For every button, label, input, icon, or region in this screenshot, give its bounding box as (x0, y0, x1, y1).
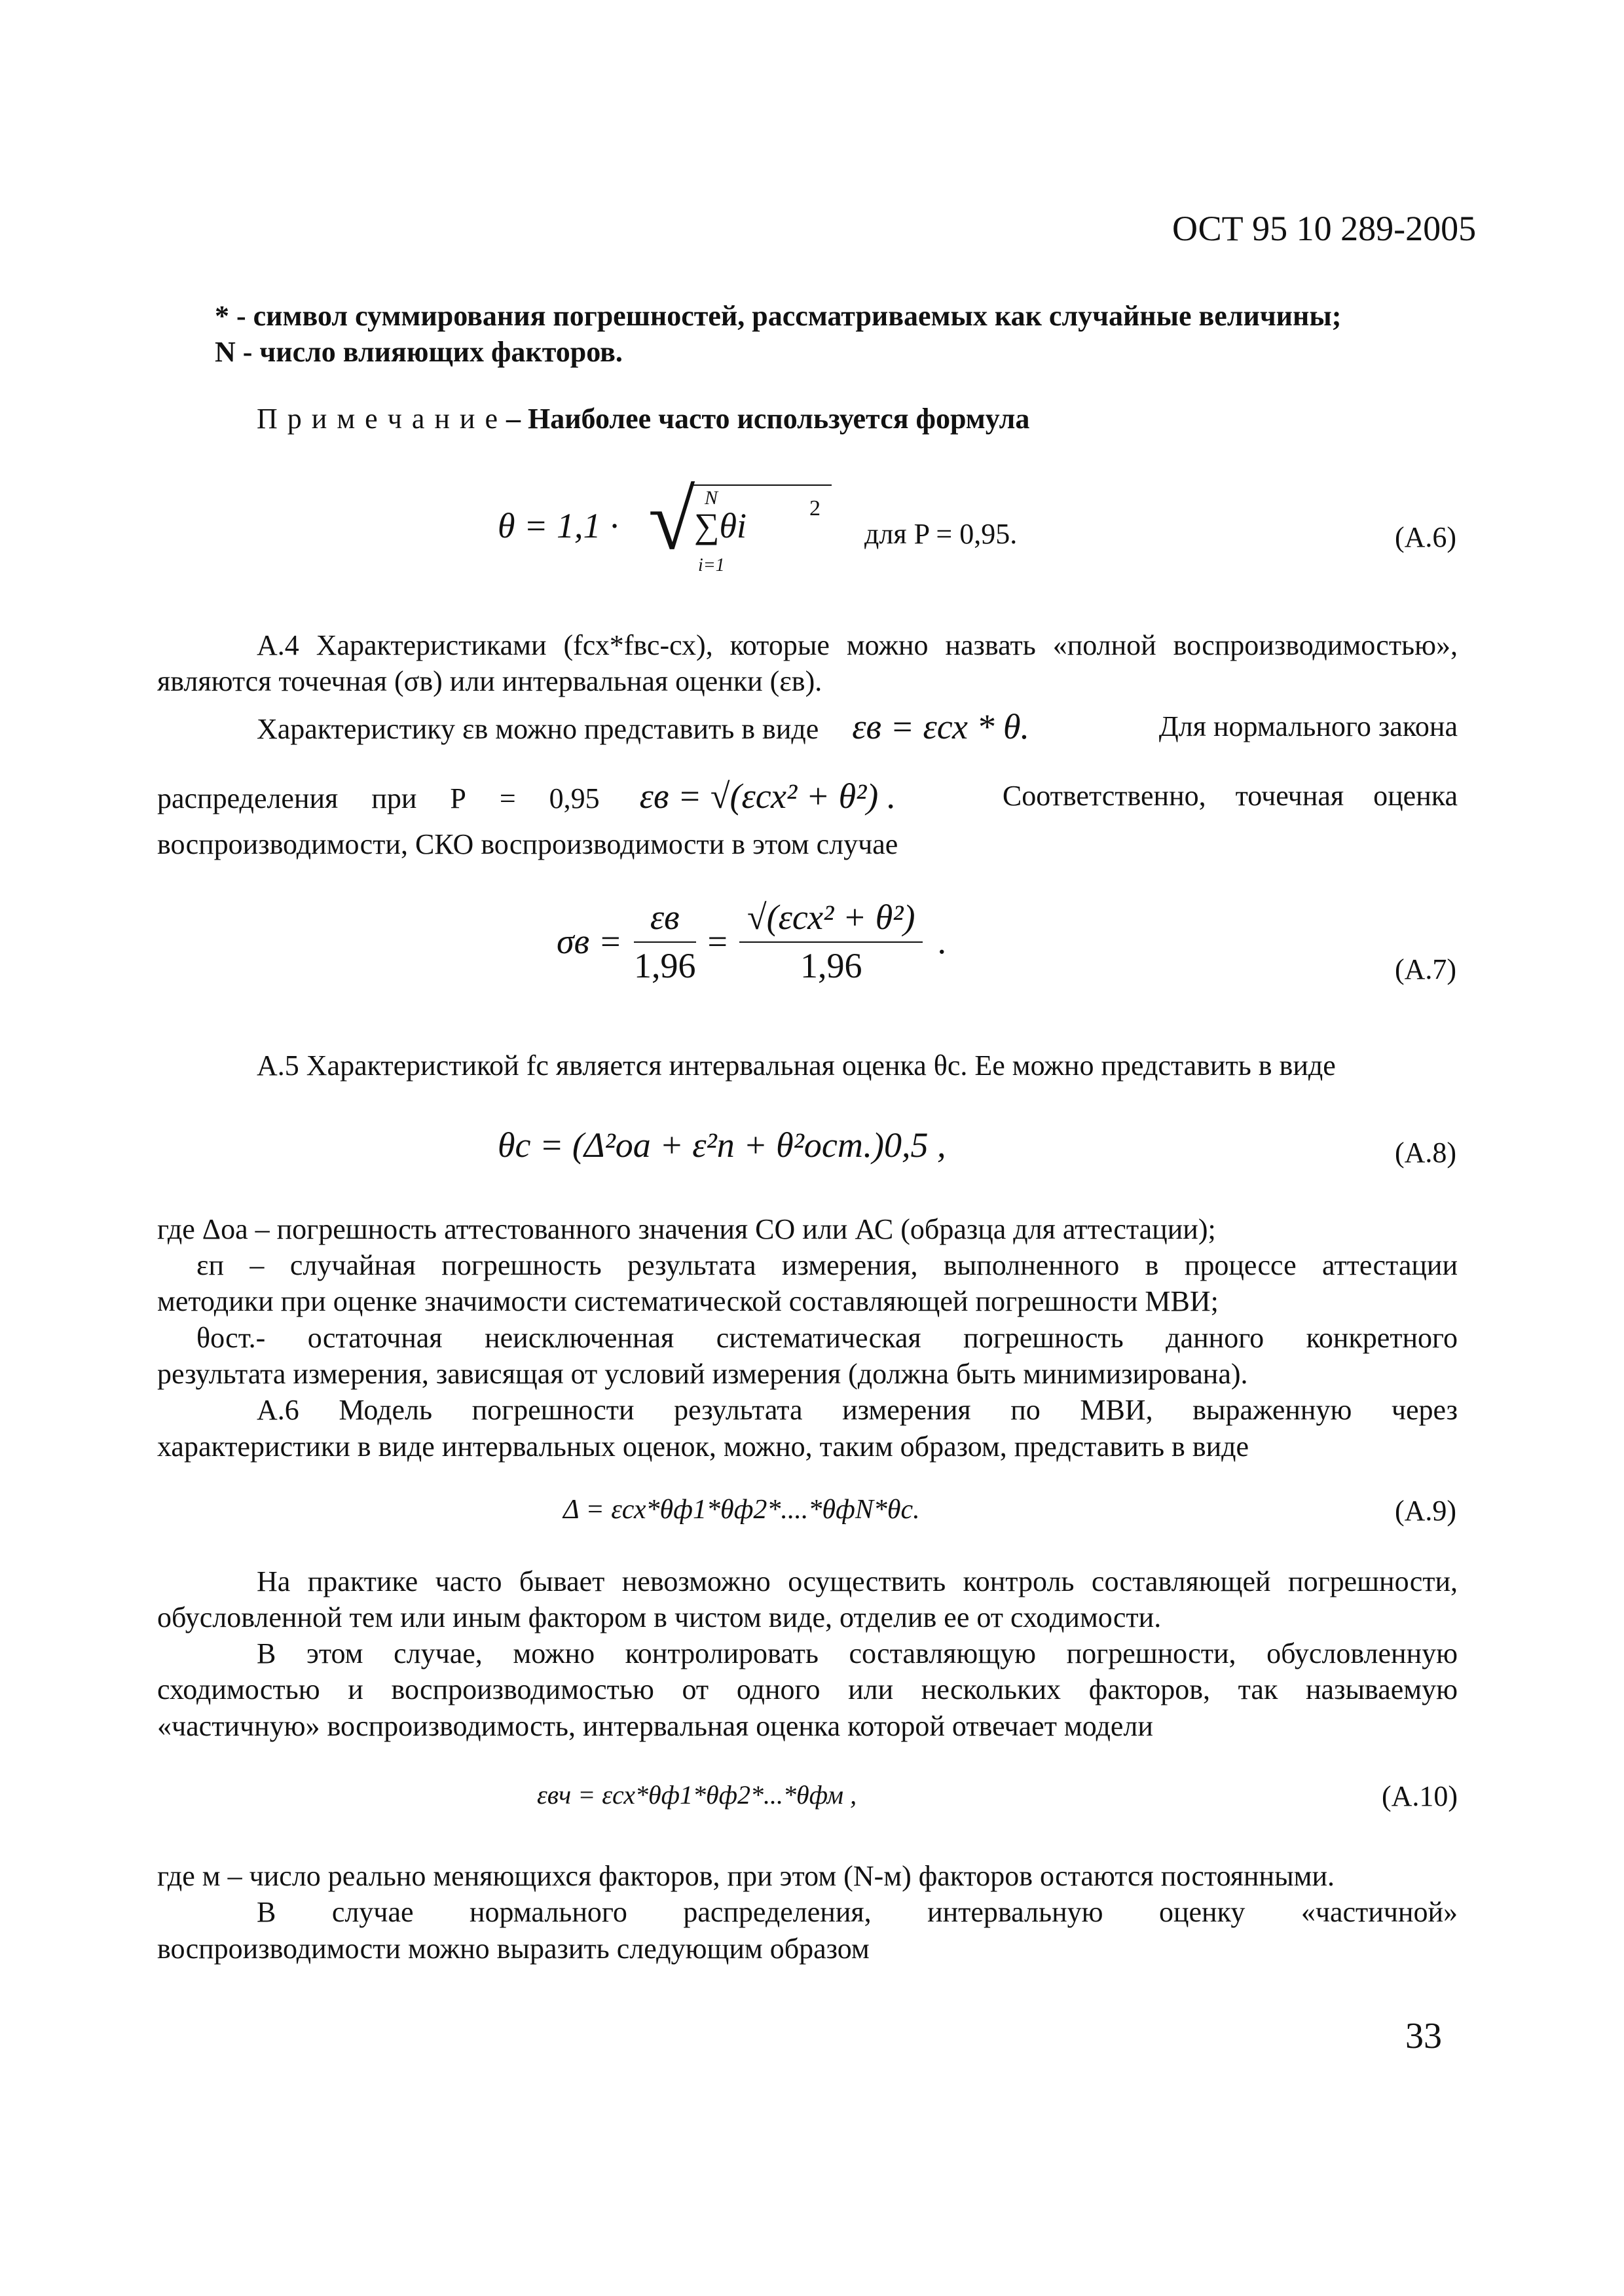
final-line-3: воспроизводимости можно выразить следующим образом (157, 1933, 870, 1965)
practice-line-4: сходимостью и воспроизводимостью от одного или нескольких факторов, так называемую (157, 1673, 1458, 1705)
note-line (257, 401, 1029, 437)
legend-line-sum: * - символ суммирования погрешностей, рассматриваемых как случайные величины; (215, 300, 1342, 332)
practice-line-2: обусловленной тем или иным фактором в чистом виде, отделив ее от сходимости. (157, 1601, 1162, 1633)
def-line-4: θост.- остаточная неисключенная систематическая погрешность данного конкретного (196, 1322, 1458, 1354)
final-line-2: В случае нормального распределения, интервальную оценку «частичной» (257, 1896, 1458, 1928)
a4-line-3 (257, 708, 1458, 748)
def-line-1: где Δоа – погрешность аттестованного значения СО или АС (образца для аттестации); (157, 1213, 1216, 1245)
document-code: ОСТ 95 10 289-2005 (1172, 209, 1477, 248)
eq-a6-sum-top: N (705, 487, 718, 509)
a4-line-3-eq: εв = εсх * θ. (852, 707, 1029, 746)
eq-a6-number: (А.6) (1395, 521, 1457, 553)
eq-a7-equals: = (707, 922, 728, 961)
a4-line-3-text: Характеристику εв можно представить в виде (257, 713, 819, 745)
eq-a6-body: ∑θi (694, 506, 747, 545)
a4-line-4-eq: εв = √(εсх² + θ²) . (639, 776, 896, 816)
practice-line-3: В этом случае, можно контролировать составляющую погрешности, обусловленную (257, 1637, 1458, 1669)
page-number: 33 (1405, 2016, 1442, 2056)
equation-a8: θс = (Δ²оа + ε²п + θ²ост.)0,5 , (498, 1125, 946, 1165)
eq-a7-end: . (937, 922, 946, 961)
def-line-3: методики при оценке значимости систематической составляющей погрешности МВИ; (157, 1285, 1219, 1317)
eq-a7-frac2-den: 1,96 (800, 946, 862, 985)
eq-a7-fraction-2 (739, 897, 923, 986)
a4-line-4-tail: Соответственно, точечная оценка (1002, 780, 1458, 812)
note-label: П р и м е ч а н и е (257, 403, 499, 435)
eq-a6-lhs: θ = 1,1 · (498, 506, 619, 545)
eq-a7-lhs: σв = (557, 922, 623, 961)
practice-line-5: «частичную» воспроизводимость, интервальная оценка которой отвечает модели (157, 1710, 1153, 1742)
eq-a7-frac1-den: 1,96 (634, 946, 696, 985)
a4-line-4-start: распределения при Р = 0,95 (157, 782, 600, 814)
a6-line-2: характеристики в виде интервальных оценок, можно, таким образом, представить в виде (157, 1430, 1249, 1463)
def-line-5: результата измерения, зависящая от условий измерения (должна быть минимизирована). (157, 1358, 1248, 1390)
equation-a10: εвч = εсх*θф1*θф2*...*θфм , (537, 1780, 857, 1810)
eq-a7-frac2-num: √(εсх² + θ²) (739, 897, 923, 943)
eq-a7-fraction-1 (634, 897, 696, 986)
eq-a6-condition: для P = 0,95. (864, 518, 1018, 550)
a6-line-1: А.6 Модель погрешности результата измерения по МВИ, выраженную через (257, 1394, 1458, 1426)
eq-a6-sum-bottom: i=1 (698, 555, 725, 575)
equation-a6 (498, 473, 1087, 583)
a4-line-4 (157, 778, 1458, 817)
a4-line-5: воспроизводимости, СКО воспроизводимости в этом случае (157, 828, 898, 860)
eq-a9-number: (А.9) (1395, 1495, 1457, 1527)
eq-a6-power: 2 (809, 496, 821, 520)
equation-a7 (557, 897, 946, 986)
eq-a10-number: (А.10) (1382, 1780, 1458, 1812)
eq-a8-number: (А.8) (1395, 1137, 1457, 1169)
a4-line-3-tail: Для нормального закона (1158, 710, 1458, 742)
eq-a7-number: (А.7) (1395, 953, 1457, 985)
final-line-1: где м – число реально меняющихся факторов, при этом (N-м) факторов остаются постоянными. (157, 1860, 1335, 1892)
eq-a6-radical: √ (648, 473, 695, 568)
note-text: – Наиболее часто используется формула (498, 403, 1030, 435)
a5-line: А.5 Характеристикой fс является интервальная оценка θс. Ее можно представить в виде (257, 1049, 1336, 1082)
a4-line-2: являются точечная (σв) или интервальная оценки (εв). (157, 665, 822, 697)
def-line-2: εп – случайная погрешность результата измерения, выполненного в процессе аттестации (196, 1249, 1458, 1281)
legend-line-n: N - число влияющих факторов. (215, 336, 623, 368)
equation-a9: Δ = εсх*θф1*θф2*....*θфN*θс. (563, 1495, 920, 1525)
a4-line-1: А.4 Характеристиками (fсх*fвс-сх), которые можно назвать «полной воспроизводимостью», (257, 629, 1458, 661)
practice-line-1: На практике часто бывает невозможно осуществить контроль составляющей погрешности, (257, 1565, 1458, 1597)
eq-a6-overline (693, 484, 832, 486)
eq-a7-frac1-num: εв (634, 897, 696, 943)
